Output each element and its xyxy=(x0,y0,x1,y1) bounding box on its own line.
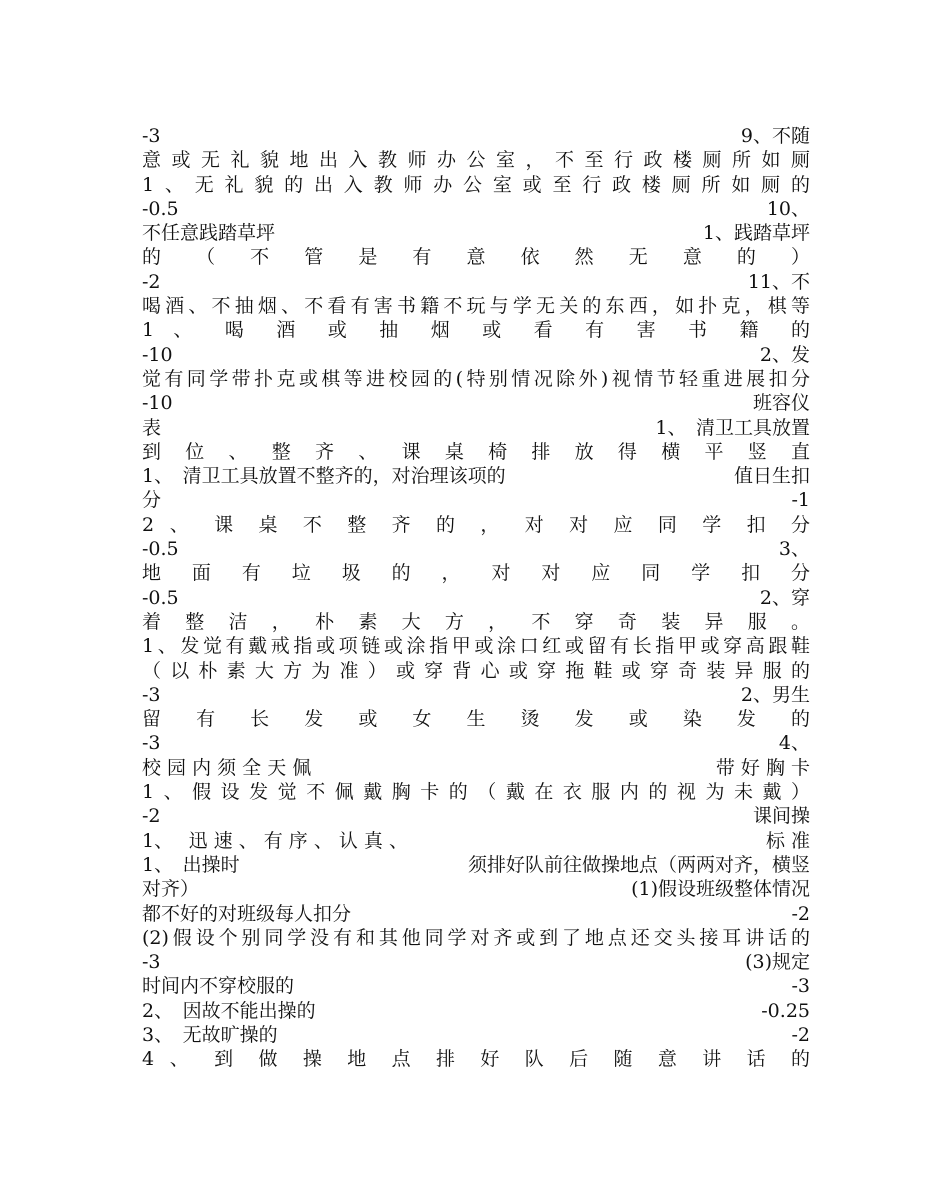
line-left-text: 时间内不穿校服的 xyxy=(142,975,295,998)
text-line xyxy=(142,537,810,561)
line-left-text: 1、 迅 速 、 有 序 、 认 真 、 xyxy=(142,829,408,852)
text-line: （以朴素大方为准）或穿背心或穿拖鞋或穿奇装异服的 xyxy=(142,659,810,682)
line-left-text: -3 xyxy=(142,951,161,974)
line-right-text: (1)假设班级整体情况 xyxy=(631,878,810,901)
text-line: 留 有 长 发 或 女 生 烫 发 或 染 发 的 xyxy=(142,708,810,731)
text-line xyxy=(142,221,810,245)
line-left-text: -3 xyxy=(142,125,161,147)
line-left-text: -3 xyxy=(142,683,161,706)
text-line xyxy=(142,343,810,367)
line-right-text: 课间操 xyxy=(752,805,810,828)
line-right-text: -0.25 xyxy=(761,999,810,1022)
line-right-text: 2、穿 xyxy=(759,586,810,609)
line-left-text: -10 xyxy=(142,343,173,366)
text-line: (2)假设个别同学没有和其他同学对齐或到了地点还交头接耳讲话的 xyxy=(142,926,810,949)
text-line xyxy=(142,999,810,1023)
text-line: 到 位 、 整 齐 、 课 桌 椅 排 放 得 横 平 竖 直 xyxy=(142,440,810,463)
text-line xyxy=(142,464,810,488)
line-right-text: 标 准 xyxy=(765,829,810,852)
text-line xyxy=(142,853,810,877)
text-line xyxy=(142,804,810,828)
line-left-text: -0.5 xyxy=(142,538,179,561)
document-page xyxy=(142,124,810,1072)
text-line xyxy=(142,902,810,926)
line-left-text: 都不好的对班级每人扣分 xyxy=(142,902,352,925)
text-line xyxy=(142,974,810,998)
text-line xyxy=(142,1023,810,1047)
text-line: 地 面 有 垃 圾 的 ， 对 对 应 同 学 扣 分 xyxy=(142,562,810,585)
line-right-text: 4、 xyxy=(778,732,810,755)
text-line xyxy=(142,586,810,610)
text-line xyxy=(142,391,810,415)
line-left-text: 校 园 内 须 全 天 佩 xyxy=(142,756,312,779)
text-line: 觉有同学带扑克或棋等进校园的(特别情况除外)视情节轻重进展扣分 xyxy=(142,367,810,390)
line-right-text: 11、不 xyxy=(747,270,810,293)
line-right-text: (3)规定 xyxy=(745,951,810,974)
line-right-text: -2 xyxy=(791,902,810,925)
line-left-text: 1、 清卫工具放置不整齐的，对治理该项的 xyxy=(142,465,506,488)
line-right-text: 3、 xyxy=(778,538,810,561)
line-right-text: 值日生扣 xyxy=(733,465,810,488)
text-line: 喝酒、不抽烟、不看有害书籍不玩与学无关的东西，如扑克，棋等 xyxy=(142,295,810,318)
line-left-text: 3、 无故旷操的 xyxy=(142,1023,278,1046)
line-right-text: 2、发 xyxy=(759,343,810,366)
text-line: 1、无礼貌的出入教师办公室或至行政楼厕所如厕的 xyxy=(142,173,810,196)
line-left-text: 不任意践踏草坪 xyxy=(142,222,276,245)
text-line: 1、发觉有戴戒指或项链或涂指甲或涂口红或留有长指甲或穿高跟鞋 xyxy=(142,635,810,658)
text-line: 2 、 课 桌 不 整 齐 的 ， 对 对 应 同 学 扣 分 xyxy=(142,513,810,536)
text-line xyxy=(142,877,810,901)
text-line xyxy=(142,488,810,512)
text-line: 1、假设发觉不佩戴胸卡的（戴在衣服内的视为未戴） xyxy=(142,781,810,804)
line-right-text: -2 xyxy=(791,1023,810,1046)
text-line: 的 （ 不 管 是 有 意 依 然 无 意 的 ） xyxy=(142,246,810,269)
text-line xyxy=(142,416,810,440)
line-right-text: 班容仪 xyxy=(752,392,810,415)
line-right-text: 带 好 胸 卡 xyxy=(715,756,810,779)
text-line: 1 、 喝 酒 或 抽 烟 或 看 有 害 书 籍 的 xyxy=(142,319,810,342)
line-left-text: -10 xyxy=(142,392,173,415)
text-line xyxy=(142,950,810,974)
text-line: 着 整 洁 ， 朴 素 大 方 ， 不 穿 奇 装 异 服 。 xyxy=(142,610,810,633)
text-line xyxy=(142,124,810,148)
line-left-text: -2 xyxy=(142,805,161,828)
text-line xyxy=(142,756,810,780)
line-left-text: -0.5 xyxy=(142,197,179,220)
text-line: 意或无礼貌地出入教师办公室，不至行政楼厕所如厕 xyxy=(142,149,810,172)
line-left-text: -2 xyxy=(142,270,161,293)
line-right-text: 1、践踏草坪 xyxy=(702,222,810,245)
line-left-text: 表 xyxy=(142,416,162,439)
text-line xyxy=(142,731,810,755)
line-right-text: 2、男生 xyxy=(740,683,810,706)
line-right-text: -1 xyxy=(791,489,810,512)
line-right-text: 10、 xyxy=(766,197,810,220)
text-line xyxy=(142,270,810,294)
line-left-text: 2、 因故不能出操的 xyxy=(142,999,316,1022)
line-right-text: 须排好队前往做操地点（两两对齐，横竖 xyxy=(467,853,810,876)
text-line xyxy=(142,829,810,853)
line-left-text: -3 xyxy=(142,732,161,755)
line-right-text: 9、不随 xyxy=(740,125,810,147)
line-right-text: 1、 清卫工具放置 xyxy=(655,416,810,439)
line-right-text: -3 xyxy=(791,975,810,998)
line-left-text: 对齐） xyxy=(142,878,200,901)
text-line xyxy=(142,197,810,221)
line-left-text: -0.5 xyxy=(142,586,179,609)
text-line: 4 、 到 做 操 地 点 排 好 队 后 随 意 讲 话 的 xyxy=(142,1048,810,1071)
text-line xyxy=(142,683,810,707)
line-left-text: 分 xyxy=(142,489,162,512)
line-left-text: 1、 出操时 xyxy=(142,853,240,876)
